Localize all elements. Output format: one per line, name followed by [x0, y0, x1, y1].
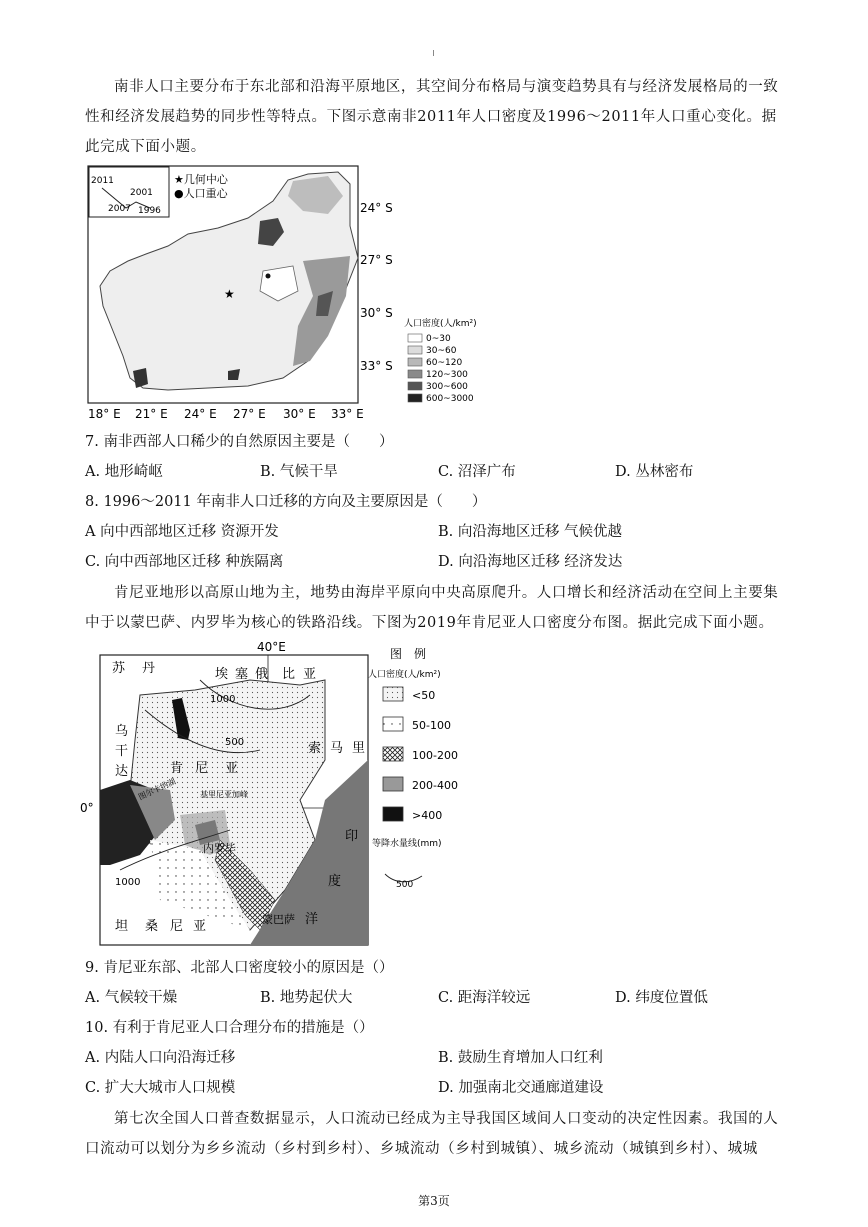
label-uganda-2: 干: [115, 744, 129, 759]
population-center-dot: [266, 274, 271, 279]
meridian-label: 40°E: [257, 640, 286, 654]
density-legend-title: 人口密度(人/km²): [404, 319, 477, 329]
legend-item-5: >400: [412, 809, 443, 822]
density-legend-swatches: [408, 334, 422, 402]
lon-label-33e: 33° E: [331, 407, 364, 421]
kenya-map: [80, 640, 500, 950]
label-ethiopia-2: 塞: [235, 667, 249, 682]
legend-title: 图 例: [390, 647, 427, 661]
q8-options-row1: [85, 518, 785, 546]
q9-options: [85, 984, 785, 1012]
label-tanzania-4: 亚: [193, 919, 207, 934]
label-sudan-1: 苏: [112, 661, 126, 676]
label-tanzania-2: 桑: [145, 919, 159, 934]
legend-item-2: 50-100: [412, 719, 451, 732]
q9-option-b[interactable]: B. 地势起伏大: [260, 990, 353, 1006]
inset-year-2001: 2001: [130, 188, 153, 198]
density-class-3: 60~120: [426, 358, 463, 368]
lat-label-30s: 30° S: [360, 306, 393, 320]
label-kirinyaga: 基里尼亚加峰: [200, 790, 248, 799]
label-sudan-2: 丹: [142, 661, 156, 676]
q7-option-b[interactable]: B. 气候干旱: [260, 464, 338, 480]
legend-subtitle: 人口密度(人/km²): [368, 670, 441, 680]
label-ocean-1: 印: [345, 829, 359, 844]
density-class-6: 600~3000: [426, 394, 474, 404]
label-tanzania-1: 坦: [115, 919, 129, 934]
intro-paragraph-china-migration: 第七次全国人口普查数据显示，人口流动已经成为主导我国区域间人口变动的决定性因素。我国的人口流动可以划分为乡乡流动（乡村到乡村）、乡城流动（乡村到城镇）、城乡流动（城镇到乡村）、城城: [85, 1111, 779, 1157]
label-ethiopia-5: 亚: [303, 667, 317, 682]
q7-stem: 7. 南非西部人口稀少的自然原因主要是（ ）: [85, 434, 394, 450]
q10-option-d[interactable]: D. 加强南北交通廊道建设: [438, 1080, 604, 1096]
label-kenya-2: 尼: [195, 761, 209, 776]
q10-options-row2: [85, 1074, 785, 1102]
q9-option-c[interactable]: C. 距海洋较远: [438, 990, 531, 1006]
geometric-center-star: ★: [224, 287, 235, 301]
label-ethiopia-1: 埃: [215, 667, 229, 682]
q8-option-a[interactable]: A 向中西部地区迁移 资源开发: [85, 524, 279, 540]
density-class-5: 300~600: [426, 382, 468, 392]
legend-isohyet-value: 500: [396, 880, 414, 890]
q8-options-row2: [85, 548, 785, 576]
q10-option-c[interactable]: C. 扩大大城市人口规模: [85, 1080, 236, 1096]
south-africa-map: [88, 166, 508, 422]
isohyet-1000-south: 1000: [115, 877, 141, 888]
lon-label-30e: 30° E: [283, 407, 316, 421]
label-tanzania-3: 尼: [170, 919, 184, 934]
label-somalia-2: 马: [330, 741, 344, 756]
isohyet-500: 500: [225, 737, 245, 748]
density-class-4: 120~300: [426, 370, 468, 380]
lon-label-21e: 21° E: [135, 407, 168, 421]
lat-label-24s: 24° S: [360, 201, 393, 215]
lat-label-27s: 27° S: [360, 253, 393, 267]
q10-stem: 10. 有利于肯尼亚人口合理分布的措施是（）: [85, 1020, 374, 1036]
label-uganda-3: 达: [115, 764, 129, 779]
q8-stem: 8. 1996～2011 年南非人口迁移的方向及主要原因是（ ）: [85, 494, 487, 510]
top-mark: [433, 50, 434, 56]
label-uganda-1: 乌: [115, 724, 129, 739]
label-ocean-2: 度: [328, 874, 342, 889]
label-lake-turkana: 图尔卡纳湖: [137, 776, 178, 802]
q7-option-a[interactable]: A. 地形崎岖: [85, 464, 163, 480]
label-somalia-1: 索: [308, 741, 322, 756]
legend-item-4: 200-400: [412, 779, 458, 792]
intro-paragraph-south-africa: 南非人口主要分布于东北部和沿海平原地区，其空间分布格局与演变趋势具有与经济发展格局的一致性和经济发展趋势的同步性等特点。下图示意南非2011年人口密度及1996～2011年人口重心变化。据此完成下面小题。: [85, 79, 779, 155]
isohyet-1000-north: 1000: [210, 694, 236, 705]
q8-option-c[interactable]: C. 向中西部地区迁移 种族隔离: [85, 554, 284, 570]
q7-options: [85, 458, 785, 486]
inset-year-2007: 2007: [108, 204, 131, 214]
lon-label-27e: 27° E: [233, 407, 266, 421]
label-ethiopia-4: 比: [282, 667, 296, 682]
legend-item-3: 100-200: [412, 749, 458, 762]
lon-label-18e: 18° E: [88, 407, 121, 421]
density-class-1: 0~30: [426, 334, 451, 344]
lat-label-33s: 33° S: [360, 359, 393, 373]
label-ethiopia-3: 俄: [255, 667, 269, 682]
q7-option-d[interactable]: D. 丛林密布: [615, 464, 694, 480]
q10-option-b[interactable]: B. 鼓励生育增加人口红利: [438, 1050, 603, 1066]
legend-population-center: ●人口重心: [174, 187, 228, 200]
label-nairobi: 内罗毕: [203, 842, 236, 855]
label-kenya-3: 亚: [225, 761, 239, 776]
label-kenya-1: 肯: [170, 761, 184, 776]
q8-option-b[interactable]: B. 向沿海地区迁移 气候优越: [438, 524, 622, 540]
q7-option-c[interactable]: C. 沼泽广布: [438, 464, 516, 480]
page-number: 第3页: [418, 1194, 450, 1208]
legend-isohyet: 等降水量线(mm): [372, 839, 442, 849]
q10-options-row1: [85, 1044, 785, 1072]
q9-option-d[interactable]: D. 纬度位置低: [615, 990, 708, 1006]
label-ocean-3: 洋: [305, 912, 319, 927]
q9-stem: 9. 肯尼亚东部、北部人口密度较小的原因是（）: [85, 960, 394, 976]
label-somalia-3: 里: [352, 741, 366, 756]
q9-option-a[interactable]: A. 气候较干燥: [85, 990, 178, 1006]
intro-paragraph-kenya: 肯尼亚地形以高原山地为主，地势由海岸平原向中央高原爬升。人口增长和经济活动在空间上主要集中于以蒙巴萨、内罗毕为核心的铁路沿线。下图为2019年肯尼亚人口密度分布图。据此完成下面小题。: [85, 585, 779, 631]
q8-option-d[interactable]: D. 向沿海地区迁移 经济发达: [438, 554, 623, 570]
density-class-2: 30~60: [426, 346, 457, 356]
equator-label: 0°: [80, 801, 94, 815]
legend-geometric-center: ★几何中心: [174, 173, 228, 186]
lon-label-24e: 24° E: [184, 407, 217, 421]
inset-year-1996: 1996: [138, 206, 161, 216]
legend-item-1: <50: [412, 689, 436, 702]
label-mombasa: 蒙巴萨: [262, 913, 295, 926]
inset-year-2011: 2011: [91, 176, 114, 186]
q10-option-a[interactable]: A. 内陆人口向沿海迁移: [85, 1050, 236, 1066]
